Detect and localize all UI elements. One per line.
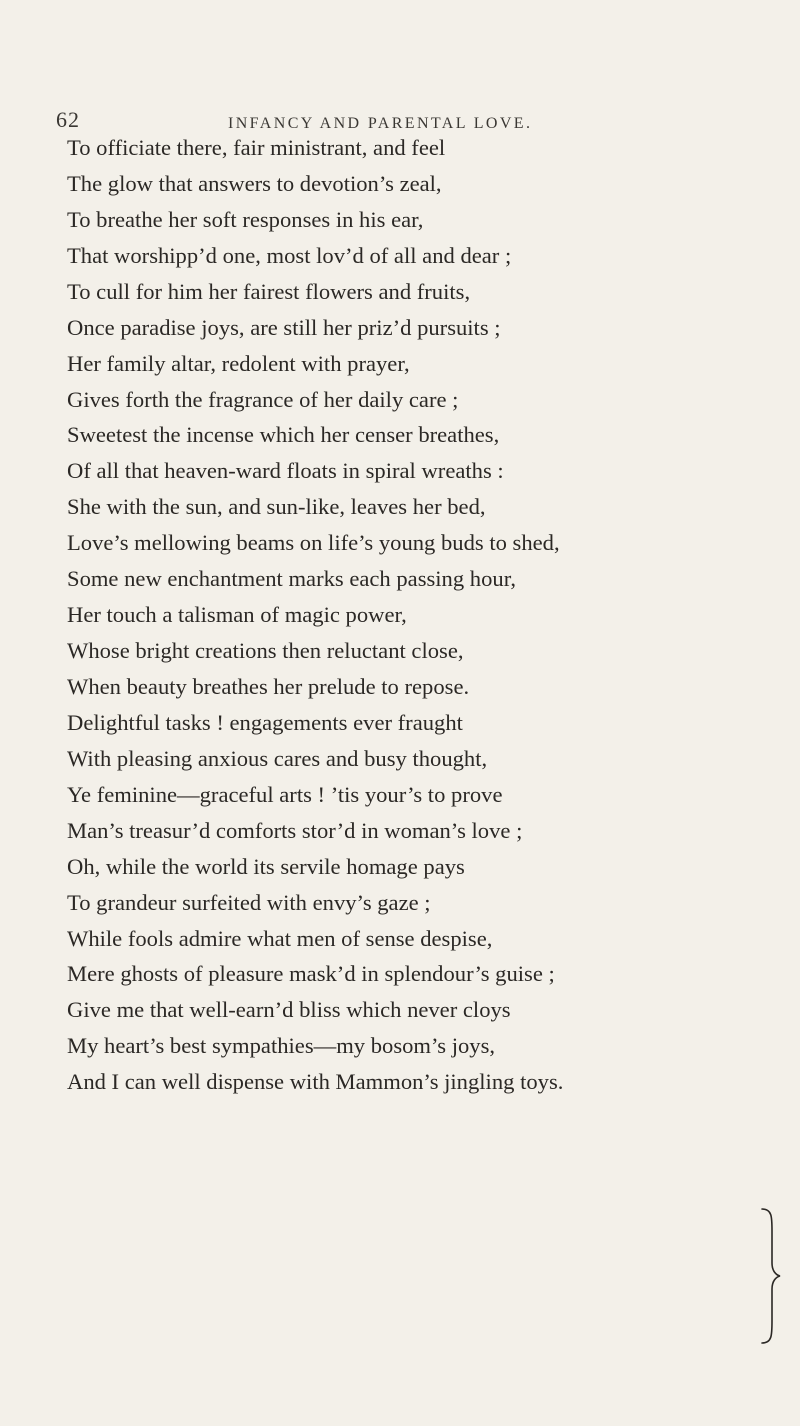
poem-line: My heart’s best sympathies—my bosom’s joys, [67,1033,496,1059]
triplet-brace-icon [758,1207,782,1345]
poem-line: That worshipp’d one, most lov’d of all and dear ; [67,242,512,268]
poem-line: She with the sun, and sun-like, leaves her bed, [67,494,486,520]
poem-line: Mere ghosts of pleasure mask’d in splendour’s guise ; [67,961,555,987]
poem-line: Give me that well-earn’d bliss which never cloys [67,997,511,1023]
poem-line: Oh, while the world its servile homage pays [67,853,465,879]
poem-line: Her family altar, redolent with prayer, [67,350,410,376]
poem-line: To breathe her soft responses in his ear, [67,206,424,232]
poem-line: When beauty breathes her prelude to repose. [67,674,470,699]
poem-line: And I can well dispense with Mammon’s jingling toys. [67,1069,564,1095]
running-title: INFANCY AND PARENTAL LOVE. [228,115,533,132]
poem-line: Whose bright creations then reluctant close, [67,638,464,663]
poem-line: To officiate there, fair ministrant, and feel [67,135,446,160]
page-number: 62 [56,107,80,132]
poem-line: Some new enchantment marks each passing hour, [67,566,516,592]
poem-line: Ye feminine—graceful arts ! ’tis your’s to prove [67,781,503,807]
poem-line: Gives forth the fragrance of her daily care ; [67,386,459,412]
poem-line: Her touch a talisman of magic power, [67,602,407,628]
poem-line: Once paradise joys, are still her priz’d pursuits ; [67,314,501,340]
poem-line: With pleasing anxious cares and busy thought, [67,745,488,771]
poem-line: Of all that heaven-ward floats in spiral wreaths : [67,458,504,484]
poem-line: Love’s mellowing beams on life’s young buds to shed, [67,530,560,556]
poem-line: To cull for him her fairest flowers and fruits, [67,278,471,304]
poem-line: While fools admire what men of sense despise, [67,925,493,951]
poem-line: Delightful tasks ! engagements ever fraught [67,709,463,735]
poem-line: The glow that answers to devotion’s zeal, [67,170,442,196]
poem-line: Man’s treasur’d comforts stor’d in woman’s love ; [67,817,523,843]
poem-line: Sweetest the incense which her censer breathes, [67,422,500,448]
poem-line: To grandeur surfeited with envy’s gaze ; [67,889,431,915]
